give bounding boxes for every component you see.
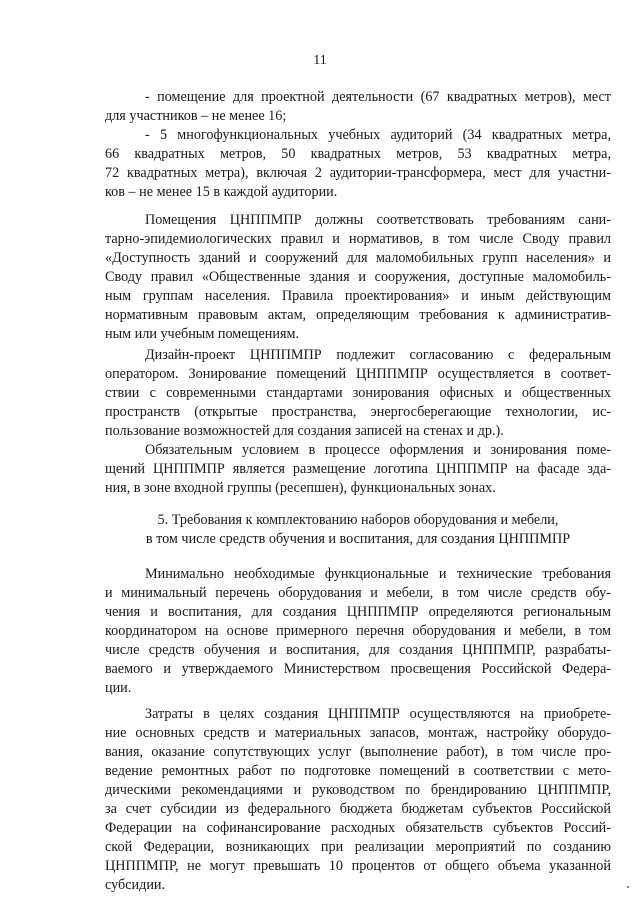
text-line: ции. xyxy=(105,680,132,696)
text-line: ведение ремонтных работ по подготовке помещений в соответствии с мето- xyxy=(105,763,611,779)
text-line: ваемого и утверждаемого Министерством просвещения Российской Федера- xyxy=(105,661,611,677)
text-line: Дизайн-проект ЦНППМПР подлежит согласованию с федеральным xyxy=(145,347,611,363)
text-line: Своду правил «Общественные здания и сооружения, доступные маломобиль- xyxy=(105,269,611,285)
text-line: щений ЦНППМПР является размещение логотипа ЦНППМПР на фасаде зда- xyxy=(105,461,611,477)
text-line: Минимально необходимые функциональные и технические требования xyxy=(145,566,611,582)
text-line: ным или учебным помещениям. xyxy=(105,326,300,342)
scan-speck xyxy=(627,886,629,888)
text-line: оператором. Зонирование помещений ЦНППМПР осуществляется в соответ- xyxy=(105,366,611,382)
section-heading-line: 5. Требования к комплектованию наборов оборудования и мебели, xyxy=(157,512,559,528)
text-line: ЦНППМПР, не могут превышать 10 процентов от общего объема указанной xyxy=(105,858,611,874)
text-line: ным группам населения. Правила проектирования» и иным действующим xyxy=(105,288,611,304)
text-line: пользование возможностей для создания записей на стенах и др.). xyxy=(105,423,504,439)
text-line: и минимальный перечень оборудования и мебели, в том числе средств обу- xyxy=(105,585,611,601)
text-line: ской Федерации, возникающих при реализации мероприятий по созданию xyxy=(105,839,611,855)
text-line: ние основных средств и материальных запасов, монтаж, настройку оборудо- xyxy=(105,725,611,741)
page-number: 11 xyxy=(313,53,327,68)
text-line: ния, в зоне входной группы (ресепшен), функциональных зонах. xyxy=(105,480,496,496)
text-line: субсидии. xyxy=(105,877,166,893)
text-line: для участников – не менее 16; xyxy=(105,108,287,124)
text-line: ствии с современными стандартами зонирования офисных и общественных xyxy=(105,385,611,401)
text-line: за счет субсидии из федерального бюджета бюджетам субъектов Российской xyxy=(105,801,611,817)
text-line: Затраты в целях создания ЦНППМПР осуществляются на приобрете- xyxy=(145,706,611,722)
text-line: нормативным правовым актам, определяющим требования к административ- xyxy=(105,307,611,323)
text-line: ков – не менее 15 в каждой аудитории. xyxy=(105,184,338,200)
text-line: 66 квадратных метров, 50 квадратных метров, 53 квадратных метра, xyxy=(105,146,611,162)
text-line: тарно-эпидемиологических правил и нормативов, в том числе Своду правил xyxy=(105,231,611,247)
text-line: числе средств обучения и воспитания, для создания ЦНППМПР, разрабаты- xyxy=(105,642,611,658)
text-line: координатором на основе примерного перечня оборудования и мебели, в том xyxy=(105,623,611,639)
text-line: 72 квадратных метра), включая 2 аудитории-трансформера, мест для участни- xyxy=(105,165,611,181)
text-line: дическими рекомендациями и руководством по брендированию ЦНППМПР, xyxy=(105,782,611,798)
text-line: - помещение для проектной деятельности (67 квадратных метров), мест xyxy=(145,89,611,105)
text-line: Помещения ЦНППМПР должны соответствовать требованиям сани- xyxy=(145,212,611,228)
section-heading-line: в том числе средств обучения и воспитания, для создания ЦНППМПР xyxy=(145,531,571,547)
text-line: Федерации на софинансирование расходных обязательств субъектов Россий- xyxy=(105,820,611,836)
text-line: чения и воспитания, для создания ЦНППМПР определяются региональным xyxy=(105,604,611,620)
text-line: «Доступность зданий и сооружений для маломобильных групп населения» и xyxy=(105,250,611,266)
text-line: пространств (открытые пространства, энергосберегающие технологии, ис- xyxy=(105,404,611,420)
text-line: вания, оказание сопутствующих услуг (выполнение работ), в том числе про- xyxy=(105,744,611,760)
text-line: Обязательным условием в процессе оформления и зонирования поме- xyxy=(145,442,611,458)
text-line: - 5 многофункциональных учебных аудиторий (34 квадратных метра, xyxy=(145,127,611,143)
